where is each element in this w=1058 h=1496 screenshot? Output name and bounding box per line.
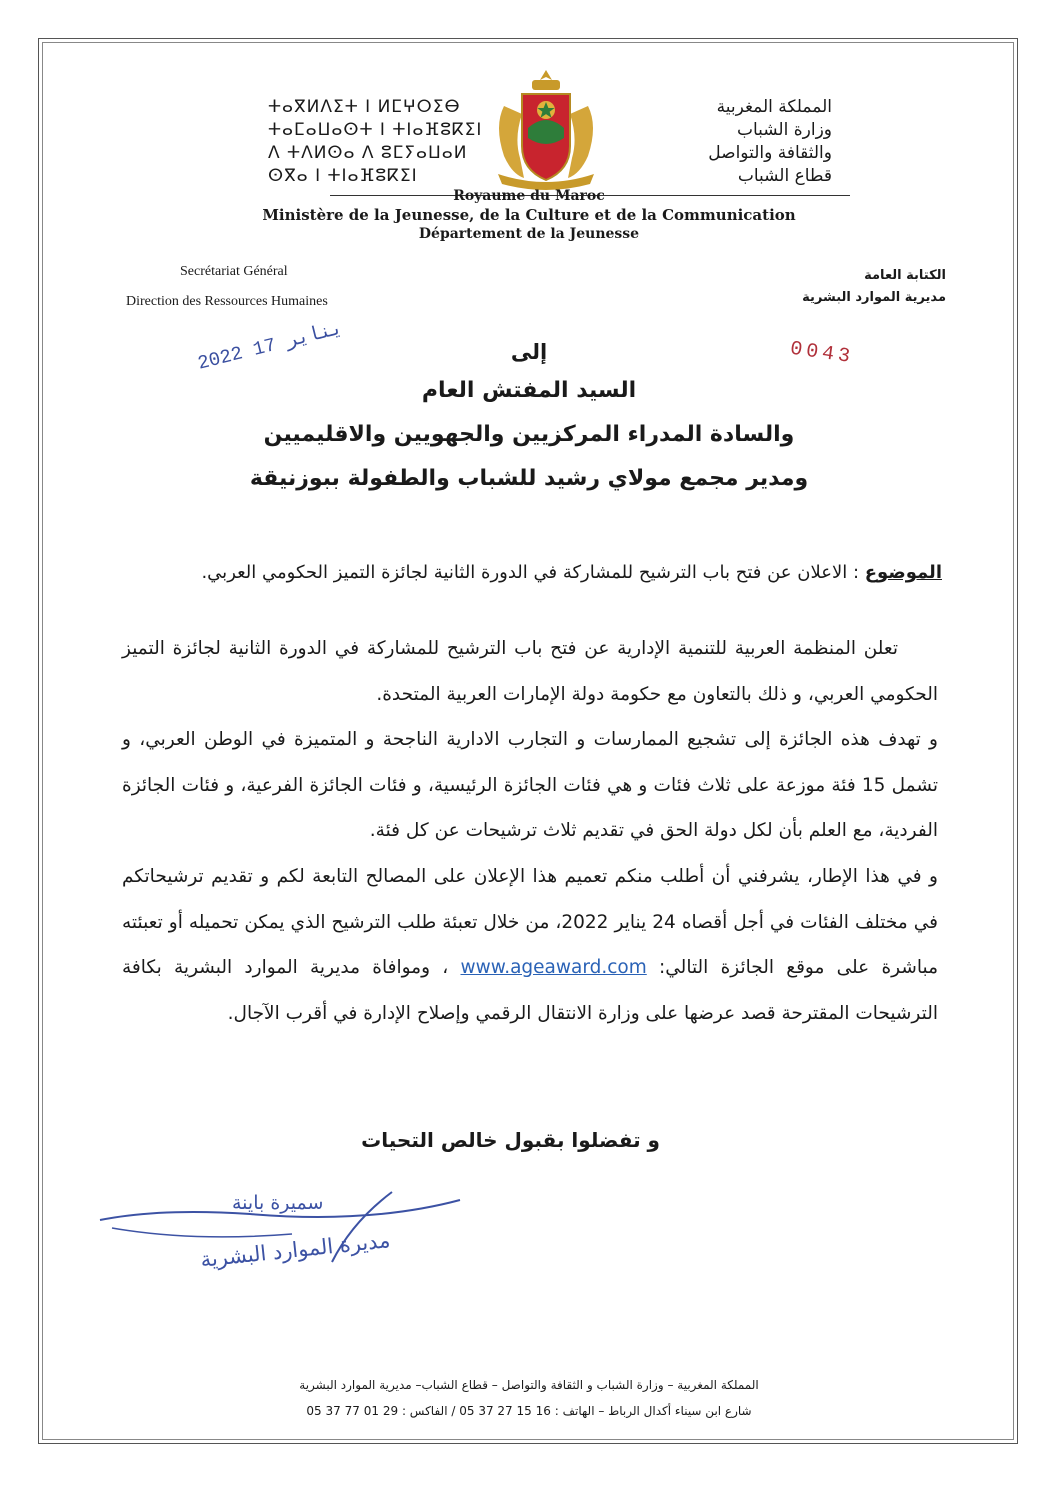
arabic-header-line: وزارة الشباب: [736, 120, 832, 140]
footer-contact: شارع ابن سيناء أكدال الرباط – الهاتف : 16 15 27 37 05 / الفاكس : 29 01 77 37 05: [306, 1404, 752, 1418]
letter-body: [122, 626, 938, 1036]
body-paragraph: و تهدف هذه الجائزة إلى تشجيع الممارسات و التجارب الادارية الناجحة و المتميزة في الوطن العربي، و تشمل 15 فئة موزعة على ثلاث فئات و هي فئات الجائزة الرئيسية، و فئات الجائزة الفرعية، و فئات الجائزة الفردية، مع العلم بأن لكل دولة الحق في تقديم ثلاث ترشيحات عن كل فئة.: [122, 729, 938, 842]
ministry-name: Ministère de la Jeunesse, de la Culture et de la Communication: [262, 206, 796, 224]
body-paragraph-text: و في هذا الإطار، يشرفني أن أطلب منكم تعميم هذا الإعلان على المصالح التابعة لكم و تقديم ترشيحاتكم في مختلف الفئات في أجل أقصاه 24 يناير 2022، من خلال تعبئة طلب الترشيح الذي يمكن تحميله أو تعبئته مباشرة على موقع الجائزة التالي:: [122, 865, 939, 979]
kingdom-name: Royaume du Maroc: [453, 188, 605, 204]
hr-direction-label-ar: مديرية الموارد البشرية: [802, 290, 946, 305]
addressee-line: السيد المفتش العام: [421, 378, 637, 403]
signatory-name: سميرة باينة: [232, 1192, 324, 1214]
award-website-link[interactable]: www.ageaward.com: [460, 957, 647, 979]
body-paragraph-text: ، وموافاة مديرية الموارد البشرية بكافة الترشيحات المقترحة قصد عرضها على وزارة الانتقال الرقمي وإصلاح الإدارة في أقرب الآجال.: [122, 957, 938, 1024]
body-paragraph: [122, 854, 938, 1036]
tifinagh-line: ⴷ ⵜⴷⵍⵙⴰ ⴷ ⵓⵎⵢⴰⵡⴰⵍ: [268, 143, 468, 163]
tifinagh-line: ⵙⴳⴰ ⵏ ⵜⵏⴰⴼⵓⴽⵉⵏ: [268, 166, 418, 186]
arabic-header-line: والثقافة والتواصل: [708, 143, 832, 163]
reference-number-stamp: 0043: [788, 337, 856, 370]
date-stamp: 2022 يناير 17: [195, 317, 345, 375]
subject-label: الموضوع: [864, 562, 942, 583]
tifinagh-line: ⵜⴰⴳⵍⴷⵉⵜ ⵏ ⵍⵎⵖⵔⵉⴱ: [268, 97, 461, 117]
subject-text: : الاعلان عن فتح باب الترشيح للمشاركة في الدورة الثانية لجائزة التميز الحكومي العربي.: [201, 562, 865, 583]
secretariat-label: Secrétariat Général: [180, 264, 288, 279]
arabic-header-line: المملكة المغربية: [716, 97, 832, 117]
header-tifinagh: [268, 96, 488, 188]
addressee-line: والسادة المدراء المركزيين والجهويين والاقليميين: [263, 422, 795, 447]
coat-of-arms-logo: [484, 66, 608, 194]
footer-organization: المملكة المغربية – وزارة الشباب و الثقافة والتواصل – قطاع الشباب– مديرية الموارد البشرية: [299, 1378, 759, 1392]
department-name: Département de la Jeunesse: [418, 226, 640, 242]
subject-line: [112, 562, 942, 583]
secretariat-label-ar: الكتابة العامة: [864, 268, 946, 283]
tifinagh-line: ⵜⴰⵎⴰⵡⴰⵙⵜ ⵏ ⵜⵏⴰⴼⵓⴽⵉⵏ: [268, 120, 483, 140]
signatory-title: مديرة الموارد البشرية: [199, 1228, 392, 1272]
hr-direction-label: Direction des Ressources Humaines: [126, 294, 328, 309]
closing-salutation: و تفضلوا بقبول خالص التحيات: [361, 1128, 660, 1152]
addressee-to: إلى: [510, 340, 548, 364]
addressee-line: ومدير مجمع مولاي رشيد للشباب والطفولة ببوزنيقة: [249, 466, 809, 491]
header-arabic: [612, 96, 832, 188]
body-paragraph: تعلن المنظمة العربية للتنمية الإدارية عن فتح باب الترشيح للمشاركة في الدورة الثانية لجائزة التميز الحكومي العربي، و ذلك بالتعاون مع حكومة دولة الإمارات العربية المتحدة.: [122, 638, 938, 705]
arabic-header-line: قطاع الشباب: [737, 166, 832, 186]
